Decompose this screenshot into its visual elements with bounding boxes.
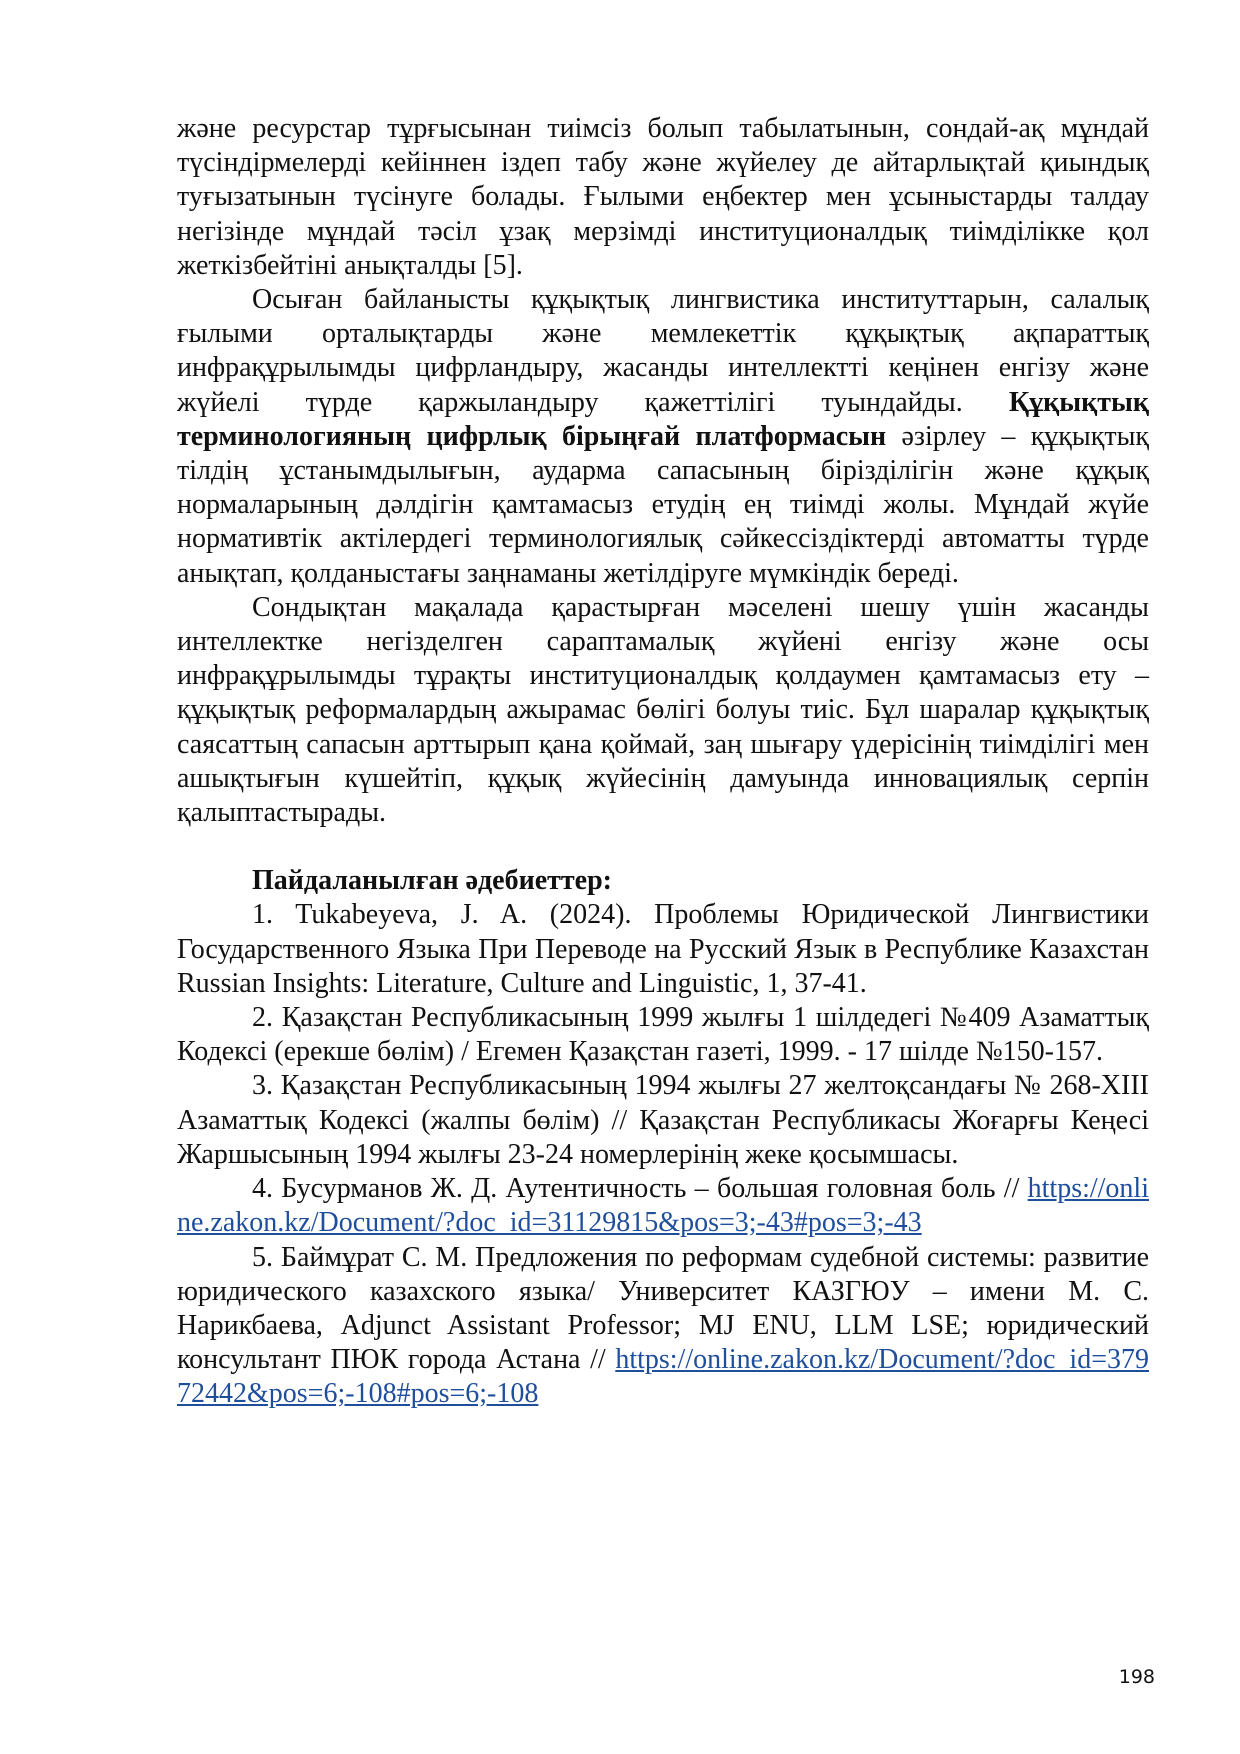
paragraph-2-bold-phrase: Құқықтық терминологияның цифрлық бірыңғай платформасын	[177, 386, 1149, 452]
reference-5-text: 5. Баймұрат С. М. Предложения по реформам судебной системы: развитие юридического казахского языка/ Университет КАЗГЮУ – имени М. С. Нарикбаева, Adjunct Assistant Professor; MJ ENU, LLM LSE; юридический консультант ПЮК города Астана //	[177, 1241, 1149, 1376]
body-paragraph-3: Сондықтан мақалада қарастырған мәселені шешу үшін жасанды интеллектке негізделген сараптамалық жүйені енгізу және осы инфрақұрылымды тұрақты институционалдық қолдаумен қамтамасыз ету – құқықтық реформалардың ажырамас бөлігі болуы тиіс. Бұл шаралар құқықтық саясаттың сапасын арттырып қана қоймай, заң шығару үдерісінің тиімділігі мен ашықтығын күшейтіп, құқық жүйесінің дамуында инновациялық серпін қалыптастырады.	[177, 591, 1149, 829]
reference-item-5	[177, 1241, 1149, 1412]
reference-4-link[interactable]: https://online.zakon.kz/Document/?doc_id=31129815&pos=3;-43#pos=3;-43	[177, 1173, 1149, 1239]
section-spacer	[177, 830, 1149, 864]
paragraph-2-text-start: Осыған байланысты құқықтық лингвистика институттарын, салалық ғылыми орталықтарды және мемлекеттік құқықтық ақпараттық инфрақұрылымды цифрландыру, жасанды интеллектті кеңінен енгізу және жүйелі түрде қаржыландыру қажеттілігі туындайды.	[177, 284, 1149, 418]
body-paragraph-1: және ресурстар тұрғысынан тиімсіз болып табылатынын, сондай-ақ мұндай түсіндірмелерді кейіннен іздеп табу және жүйелеу де айтарлықтай қиындық туғызатынын түсінуге болады. Ғылыми еңбектер мен ұсыныстарды талдау негізінде мұндай тәсіл ұзақ мерзімді институционалдық тиімділікке қол жеткізбейтіні анықталды [5].	[177, 113, 1149, 281]
document-page	[177, 112, 1149, 1412]
reference-item-1: 1. Tukabeyeva, J. A. (2024). Проблемы Юридической Лингвистики Государственного Языка При Переводе на Русский Язык в Республике Казахстан Russian Insights: Literature, Culture and Linguistic, 1, 37-41.	[177, 899, 1149, 999]
page-number: 198	[1118, 1666, 1155, 1688]
references-heading: Пайдаланылған әдебиеттер:	[252, 865, 612, 897]
reference-item-3: 3. Қазақстан Республикасының 1994 жылғы 27 желтоқсандағы № 268-XIII Азаматтық Кодексі (жалпы бөлім) // Қазақстан Республикасы Жоғарғы Кеңесі Жаршысының 1994 жылғы 23-24 номерлерінің жеке қосымшасы.	[177, 1070, 1149, 1170]
reference-4-text: 4. Бусурманов Ж. Д. Аутентичность – большая головная боль //	[252, 1173, 1028, 1205]
paragraph-2-text-end: әзірлеу – құқықтық тілдің ұстанымдылығын, аударма сапасының біріздiлiгiн және құқық нормаларының дәлдігін қамтамасыз етудің ең тиімді жолы. Мұндай жүйе нормативтік актілердегі терминологиялық сәйкессіздіктерді автоматты түрде анықтап, қолданыстағы заңнаманы жетілдіруге мүмкіндік береді.	[177, 420, 1149, 589]
reference-item-2: 2. Қазақстан Республикасының 1999 жылғы 1 шілдедегі №409 Азаматтық Кодексі (ерекше бөлім) / Егемен Қазақстан газеті, 1999. - 17 шілде №150-157.	[177, 1002, 1149, 1068]
body-paragraph-2	[177, 283, 1149, 591]
reference-5-link[interactable]: https://online.zakon.kz/Document/?doc_id=37972442&pos=6;-108#pos=6;-108	[177, 1344, 1149, 1410]
reference-item-4	[177, 1172, 1149, 1240]
